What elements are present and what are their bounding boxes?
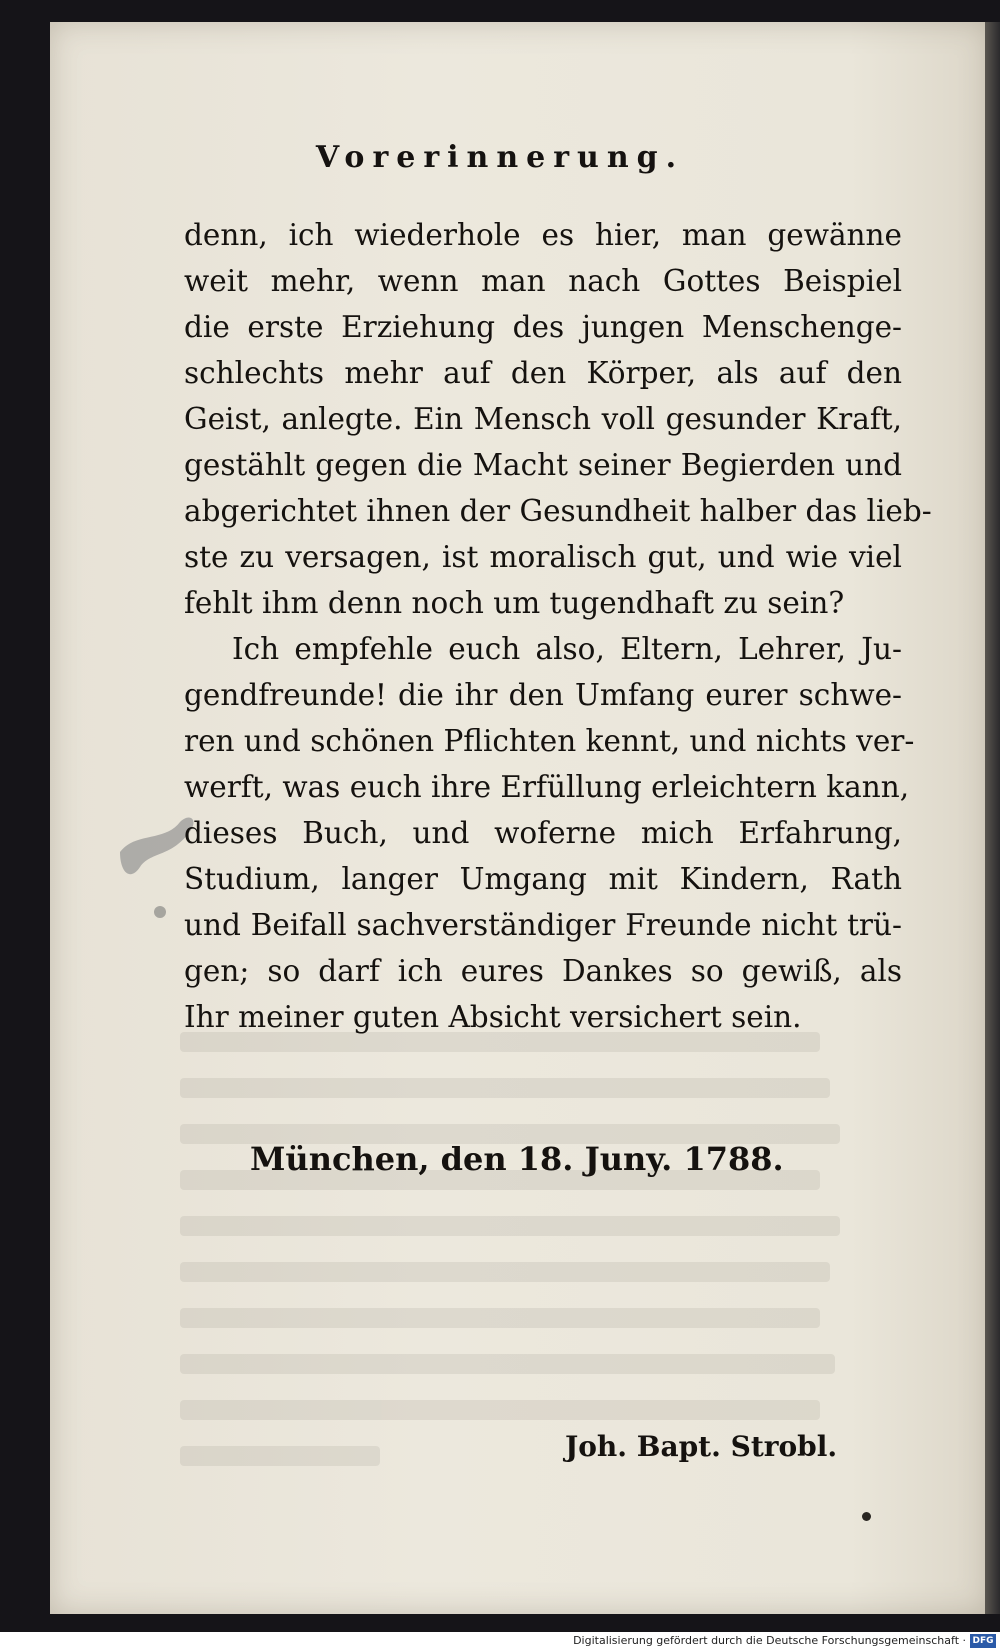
text-line: gestählt gegen die Macht seiner Begierden und	[184, 448, 902, 482]
text-line: Studium, langer Umgang mit Kindern, Rath	[184, 862, 902, 896]
text-line: abgerichtet ihnen der Gesundheit halber das lieb-	[184, 494, 932, 528]
footer-bar	[0, 1632, 1000, 1651]
text-line: gendfreunde! die ihr den Umfang eurer schwe-	[184, 678, 902, 712]
funding-notice: Digitalisierung gefördert durch die Deutsche Forschungsgemeinschaft ·	[573, 1634, 966, 1647]
text-line: Geist, anlegte. Ein Mensch voll gesunder Kraft,	[184, 402, 902, 436]
text-line: weit mehr, wenn man nach Gottes Beispiel	[184, 264, 902, 298]
text-line: gen; so darf ich eures Dankes so gewiß, als	[184, 954, 902, 988]
ink-dot	[862, 1512, 871, 1521]
dateline: München, den 18. Juny. 1788.	[250, 1140, 784, 1178]
page-edge	[985, 22, 1000, 1614]
body-text	[184, 212, 932, 1040]
text-line: die erste Erziehung des jungen Menschenge-	[184, 310, 902, 344]
text-line: werft, was euch ihre Erfüllung erleichtern kann,	[184, 770, 910, 804]
dfg-logo-icon[interactable]: DFG	[970, 1634, 996, 1648]
text-line: schlechts mehr auf den Körper, als auf den	[184, 356, 902, 390]
text-line: Ihr meiner guten Absicht versichert sein.	[184, 1000, 802, 1034]
text-line: Ich empfehle euch also, Eltern, Lehrer, Ju-	[232, 632, 902, 666]
text-line: ste zu versagen, ist moralisch gut, und wie viel	[184, 540, 902, 574]
text-line: fehlt ihm denn noch um tugendhaft zu sein?	[184, 586, 845, 620]
signature: Joh. Bapt. Strobl.	[565, 1430, 838, 1463]
text-line: und Beifall sachverständiger Freunde nicht trü-	[184, 908, 902, 942]
text-line: dieses Buch, und woferne mich Erfahrung,	[184, 816, 902, 850]
text-line: ren und schönen Pflichten kennt, und nichts ver-	[184, 724, 915, 758]
page-header: Vorerinnerung.	[315, 140, 685, 175]
text-line: denn, ich wiederhole es hier, man gewänne	[184, 218, 902, 252]
